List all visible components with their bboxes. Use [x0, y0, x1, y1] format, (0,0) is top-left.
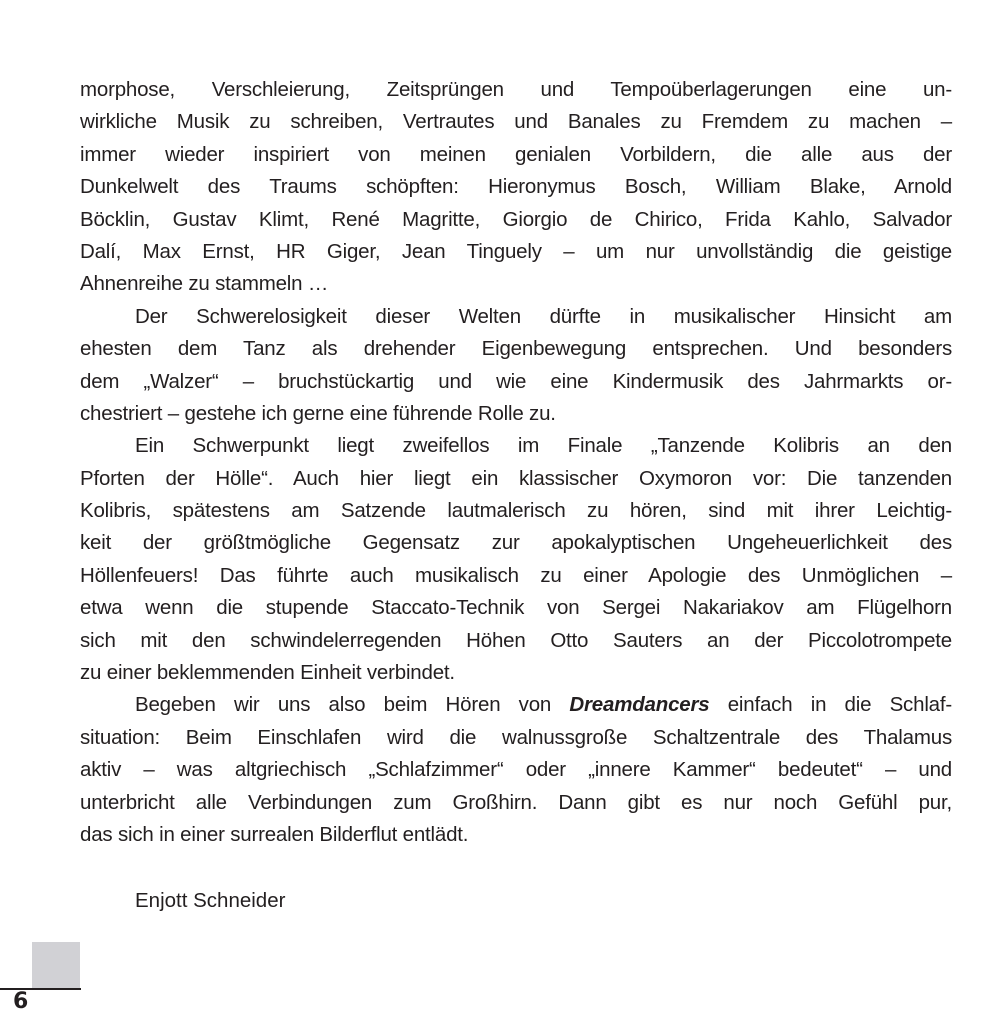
text-line: wirkliche Musik zu schreiben, Vertrautes und Banales zu Fremdem zu machen – [80, 110, 952, 134]
text-line: unterbricht alle Verbindungen zum Großhirn. Dann gibt es nur noch Gefühl pur, [80, 790, 952, 814]
text-line: Ein Schwerpunkt liegt zweifellos im Finale „Tanzende Kolibris an den [135, 434, 952, 458]
paragraph-2 [80, 301, 952, 431]
paragraph-4 [80, 689, 952, 851]
text-line: zu einer beklemmenden Einheit verbindet. [80, 661, 455, 685]
paragraph-1 [80, 74, 952, 301]
text-line: Dalí, Max Ernst, HR Giger, Jean Tinguely – um nur unvollständig die geistige [80, 239, 952, 263]
album-title: Dreamdancers [569, 693, 710, 717]
text-line: Ahnenreihe zu stammeln … [80, 272, 329, 296]
text-line: dem „Walzer“ – bruchstückartig und wie eine Kindermusik des Jahrmarkts or- [80, 369, 952, 393]
text-line [80, 689, 952, 721]
text-line: immer wieder inspiriert von meinen genialen Vorbildern, die alle aus der [80, 142, 952, 166]
body-text [80, 74, 952, 851]
signature: Enjott Schneider [135, 889, 286, 912]
text-line: Der Schwerelosigkeit dieser Welten dürfte in musikalischer Hinsicht am [135, 304, 952, 328]
text-line: chestriert – gestehe ich gerne eine führende Rolle zu. [80, 401, 556, 425]
text-line: Böcklin, Gustav Klimt, René Magritte, Giorgio de Chirico, Frida Kahlo, Salvador [80, 207, 952, 231]
page-number: 6 [13, 989, 29, 1014]
text-line: Pforten der Hölle“. Auch hier liegt ein klassischer Oxymoron vor: Die tanzenden [80, 466, 952, 490]
text-line: morphose, Verschleierung, Zeitsprüngen und Tempoüberlagerungen eine un- [80, 78, 952, 101]
text-line: situation: Beim Einschlafen wird die walnussgroße Schaltzentrale des Thalamus [80, 725, 952, 749]
paragraph-3 [80, 430, 952, 689]
text-line: ehesten dem Tanz als drehender Eigenbewegung entsprechen. Und besonders [80, 337, 952, 361]
text-line: aktiv – was altgriechisch „Schlafzimmer“ oder „innere Kammer“ bedeutet“ – und [80, 758, 952, 782]
text-span: einfach in die Schlaf- [709, 693, 952, 717]
text-line: etwa wenn die stupende Staccato-Technik von Sergei Nakariakov am Flügelhorn [80, 596, 952, 620]
text-line: sich mit den schwindelerregenden Höhen Otto Sauters an der Piccolotrompete [80, 628, 952, 652]
text-line: Kolibris, spätestens am Satzende lautmalerisch zu hören, sind mit ihrer Leichtig- [80, 499, 952, 523]
text-span: Begeben wir uns also beim Hören von [135, 693, 570, 717]
text-line: keit der größtmögliche Gegensatz zur apokalyptischen Ungeheuerlichkeit des [80, 531, 952, 555]
text-line: das sich in einer surrealen Bilderflut entlädt. [80, 822, 469, 846]
page-corner-box [32, 942, 80, 988]
text-line: Höllenfeuers! Das führte auch musikalisch zu einer Apologie des Unmöglichen – [80, 563, 952, 587]
text-line: Dunkelwelt des Traums schöpften: Hieronymus Bosch, William Blake, Arnold [80, 175, 952, 199]
